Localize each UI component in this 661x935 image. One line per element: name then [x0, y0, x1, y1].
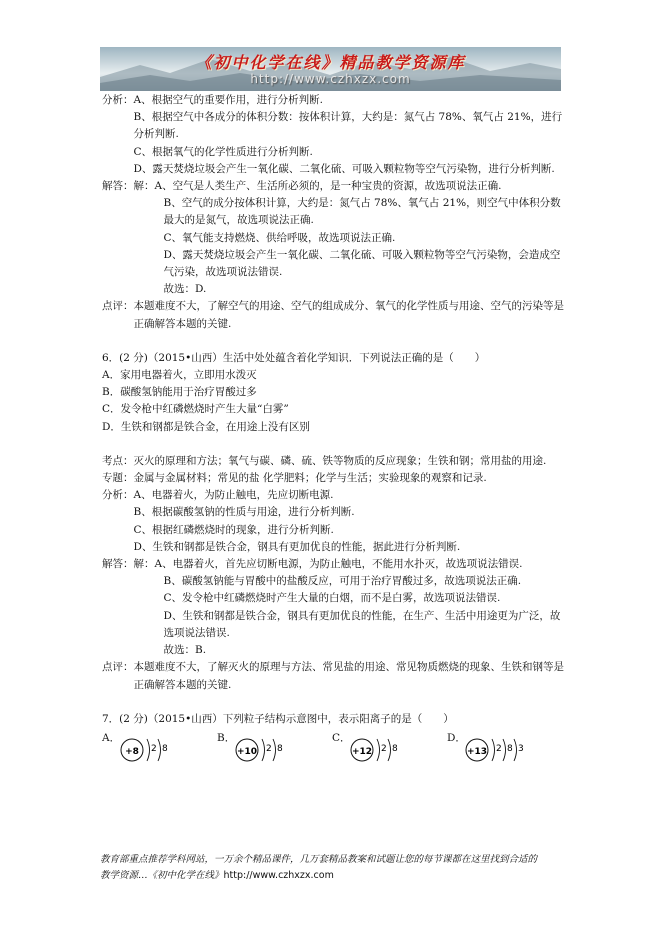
analysis-line: D、露天焚烧垃圾会产生一氧化碳、二氧化硫、可吸入颗粒物等空气污染物，进行分析判断. [133, 162, 555, 175]
option-letter: C． [332, 731, 351, 744]
solution-line: B、空气的成分按体积计算，大约是：氮气占 78%、氧气占 21%，则空气中体积分数最大的是氮气，故选项说法正确. [163, 197, 561, 227]
solution-line: D、生铁和钢都是铁合金，钢具有更加优良的性能，在生产、生活中用途更为广泛，故选项说法错误. [163, 609, 561, 639]
zhuanti-block-q6 [102, 470, 564, 487]
banner-url[interactable]: http://www.czhxzx.com [250, 72, 411, 86]
comment-block-q5 [102, 298, 564, 332]
question-7-option-b [217, 730, 332, 764]
solution-block-q6 [102, 556, 564, 659]
analysis-line: C、根据氧气的化学性质进行分析判断. [133, 145, 313, 158]
option-letter: D． [447, 731, 466, 744]
nucleus-charge: +13 [466, 746, 488, 757]
shell-electrons: 8 [162, 743, 168, 754]
shell-electrons: 8 [507, 743, 513, 754]
question-6-option: B．碳酸氢钠能用于治疗胃酸过多 [102, 386, 257, 399]
analysis-line: B、根据空气中各成分的体积分数：按体积计算，大约是：氮气占 78%、氧气占 21%，进行分析判断. [133, 111, 563, 141]
solution-line: 解：A、空气是人类生产、生活所必须的，是一种宝贵的资源，故选项说法正确. [133, 180, 502, 193]
comment-label: 点评： [102, 661, 134, 674]
question-6-stem: 6．(2 分)（2015•山西）生活中处处蕴含着化学知识．下列说法正确的是（ ） [102, 351, 486, 364]
solution-line: D、露天焚烧垃圾会产生一氧化碳、二氧化硫、可吸入颗粒物等空气污染物，会造成空气污染，故选项说法错误. [163, 248, 561, 279]
analysis-line: A、电器着火，为防止触电，先应切断电源. [133, 489, 334, 502]
analysis-block-q6 [102, 487, 564, 556]
shell-electrons: 3 [518, 743, 524, 754]
kaodian-label: 考点： [102, 454, 134, 467]
kaodian-text: 灭火的原理和方法；氧气与碳、磷、硫、铁等物质的反应现象；生铁和钢；常用盐的用途. [133, 454, 547, 467]
question-7-option-c [332, 730, 447, 764]
footer-url[interactable]: http://www.czhxzx.com [223, 870, 334, 881]
header-banner [100, 47, 561, 91]
footer-line: 教学资源…《初中化学在线》 [100, 870, 224, 881]
analysis-label: 分析： [102, 489, 134, 502]
question-6-option: A．家用电器着火，立即用水泼灭 [102, 369, 257, 382]
analysis-line: D、生铁和钢都是铁合金，钢具有更加优良的性能，据此进行分析判断. [133, 540, 461, 553]
solution-block-q5 [102, 178, 564, 298]
solution-line: 解：A、电器着火，首先应切断电源，为防止触电，不能用水扑灭，故选项说法错误. [133, 558, 523, 571]
shell-electrons: 8 [392, 743, 398, 754]
shell-electrons: 8 [277, 743, 283, 754]
analysis-line: A、根据空气的重要作用，进行分析判断. [133, 94, 323, 106]
comment-text: 本题难度不大，了解空气的用途、空气的组成成分、氧气的化学性质与用途、空气的污染等是正确解答本题的关键. [133, 300, 564, 330]
atom-structure-diagram [463, 730, 535, 764]
banner-title: 《初中化学在线》精品教学资源库 [195, 53, 466, 72]
kaodian-block-q6 [102, 453, 564, 470]
question-7-option-d [447, 730, 562, 764]
page-footer [100, 852, 566, 884]
comment-text: 本题难度不大，了解灭火的原理与方法、常见盐的用途、常见物质燃烧的现象、生铁和钢等是正确解答本题的关键. [133, 661, 564, 691]
comment-label: 点评： [102, 300, 134, 313]
analysis-line: C、根据红磷燃烧时的现象，进行分析判断. [133, 523, 334, 536]
question-7-stem: 7．(2 分)（2015•山西）下列粒子结构示意图中，表示阳离子的是（ ） [102, 712, 454, 725]
zhuanti-text: 金属与金属材料；常见的盐 化学肥料；化学与生活；实验现象的观察和记录. [133, 472, 487, 485]
shell-electrons: 2 [381, 743, 387, 754]
footer-line: 教育部重点推荐学科网站，一万余个精品课件，几万套精品教案和试题让您的每节课都在这里找到合适的 [100, 854, 538, 865]
solution-line: C、氧气能支持燃烧、供给呼吸，故选项说法正确. [163, 231, 396, 244]
question-7-options [102, 730, 564, 764]
solution-answer: 故选：B. [163, 644, 207, 657]
option-letter: B． [217, 731, 236, 744]
nucleus-charge: +12 [351, 746, 373, 757]
question-6-option: C．发令枪中红磷燃烧时产生大量“白雾” [102, 403, 289, 416]
atom-structure-diagram [348, 730, 408, 764]
atom-structure-diagram [233, 730, 293, 764]
shell-electrons: 2 [266, 743, 272, 754]
solution-label: 解答： [102, 558, 134, 571]
analysis-label: 分析： [102, 94, 134, 106]
option-letter: A． [102, 731, 121, 744]
shell-electrons: 2 [496, 743, 502, 754]
solution-label: 解答： [102, 180, 134, 193]
question-7-option-a [102, 730, 217, 764]
solution-line: C、发令枪中红磷燃烧时产生大量的白烟，而不是白雾，故选项说法错误. [163, 592, 501, 605]
solution-line: B、碳酸氢钠能与胃酸中的盐酸反应，可用于治疗胃酸过多，故选项说法正确. [163, 575, 522, 588]
solution-answer: 故选：D. [163, 283, 207, 296]
zhuanti-label: 专题： [102, 472, 134, 485]
analysis-block-q5 [102, 92, 564, 178]
comment-block-q6 [102, 659, 564, 693]
document-body [102, 92, 564, 764]
question-6-option: D．生铁和钢都是铁合金，在用途上没有区别 [102, 420, 310, 433]
analysis-line: B、根据碳酸氢钠的性质与用途，进行分析判断. [133, 506, 355, 519]
shell-electrons: 2 [151, 743, 157, 754]
nucleus-charge: +10 [236, 746, 258, 757]
nucleus-charge: +8 [125, 746, 139, 757]
atom-structure-diagram [118, 730, 178, 764]
